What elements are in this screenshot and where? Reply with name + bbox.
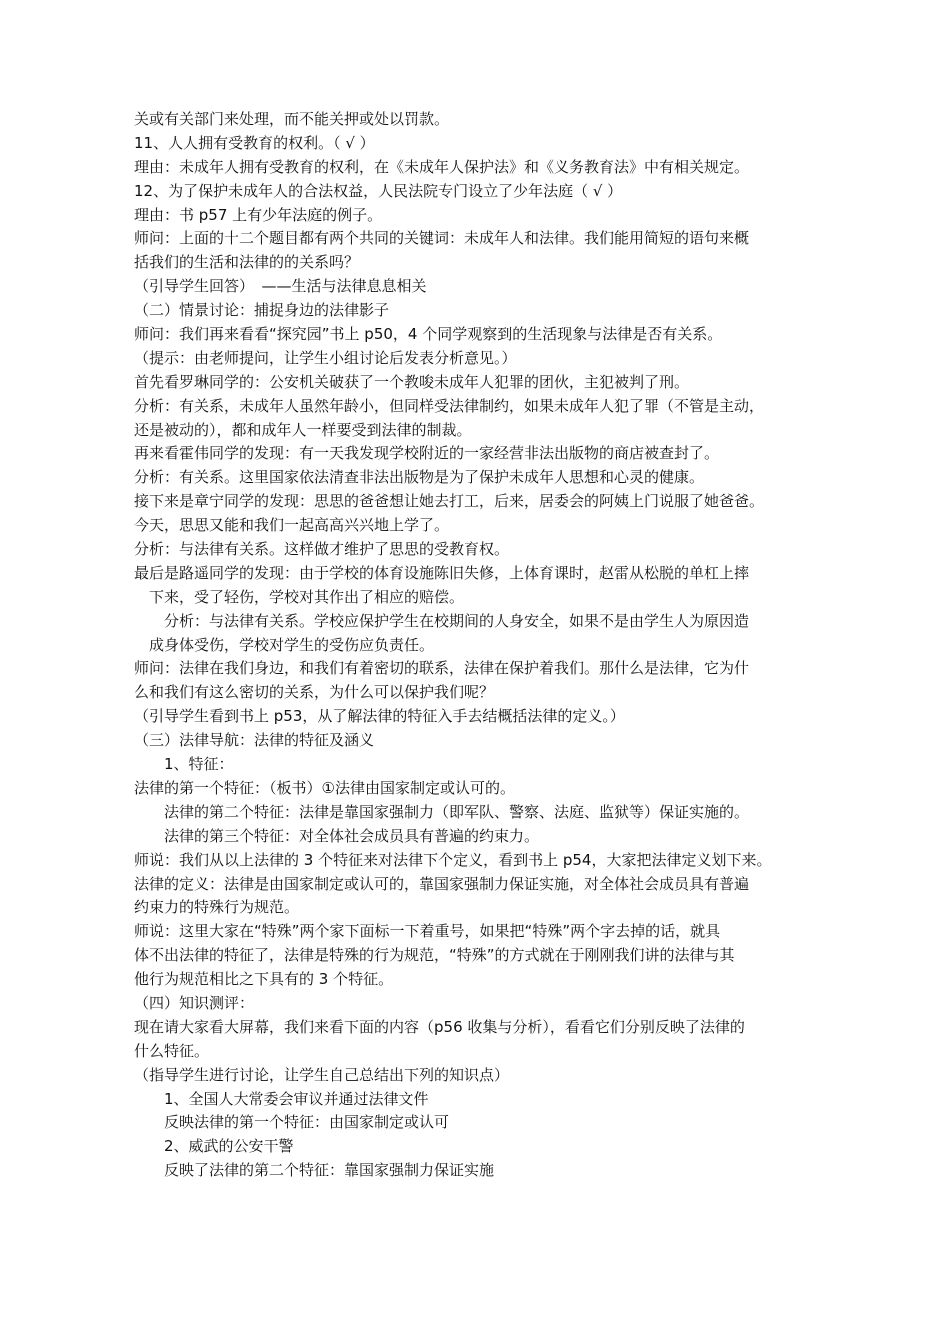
text-line: 什么特征。 <box>134 1041 210 1060</box>
text-line: 关或有关部门来处理，而不能关押或处以罚款。 <box>134 110 450 128</box>
text-line: （提示：由老师提问，让学生小组讨论后发表分析意见。） <box>134 348 517 367</box>
text-line: 理由：未成年人拥有受教育的权利，在《未成年人保护法》和《义务教育法》中有相关规定。 <box>134 157 750 176</box>
text-line: 师问：我们再来看看“探究园”书上 p50，4 个同学观察到的生活现象与法律是否有关系。 <box>134 325 723 344</box>
text-line: （引导学生回答） ——生活与法律息息相关 <box>134 277 427 296</box>
text-line: 理由：书 p57 上有少年法庭的例子。 <box>134 205 383 224</box>
text-line: 法律的第二个特征：法律是靠国家强制力（即军队、警察、法庭、监狱等）保证实施的。 <box>164 802 750 821</box>
text-line: 接下来是章宁同学的发现：思思的爸爸想让她去打工，后来，居委会的阿姨上门说服了她爸爸。 <box>134 492 765 511</box>
text-line: 11、人人拥有受教育的权利。（ √ ） <box>134 133 375 152</box>
text-line: 分析：与法律有关系。这样做才维护了思思的受教育权。 <box>134 540 510 559</box>
text-line: （四）知识测评： <box>134 993 255 1012</box>
text-line: 下来，受了轻伤，学校对其作出了相应的赔偿。 <box>149 587 465 606</box>
text-line: 现在请大家看大屏幕，我们来看下面的内容（p56 收集与分析），看看它们分别反映了法律的 <box>134 1017 745 1036</box>
text-line: 师问：法律在我们身边，和我们有着密切的联系，法律在保护着我们。那什么是法律，它为什 <box>134 659 750 678</box>
text-line: 还是被动的），都和成年人一样要受到法律的制裁。 <box>134 420 472 439</box>
text-line: 法律的第一个特征：（板书）①法律由国家制定或认可的。 <box>134 778 515 797</box>
text-line: 反映了法律的第二个特征：靠国家强制力保证实施 <box>164 1161 495 1180</box>
text-line: 他行为规范相比之下具有的 3 个特征。 <box>134 970 394 989</box>
text-line: 再来看霍伟同学的发现：有一天我发现学校附近的一家经营非法出版物的商店被查封了。 <box>134 444 720 463</box>
text-line: 师说：这里大家在“特殊”两个家下面标一下着重号，如果把“特殊”两个字去掉的话，就具 <box>134 922 721 941</box>
text-line: 约束力的特殊行为规范。 <box>134 898 300 917</box>
text-line: 分析：有关系。这里国家依法清查非法出版物是为了保护未成年人思想和心灵的健康。 <box>134 468 705 487</box>
text-line: 师说：我们从以上法律的 3 个特征来对法律下个定义，看到书上 p54，大家把法律定义划下来。 <box>134 850 772 869</box>
document-page <box>134 108 834 1183</box>
text-line: 1、特征： <box>164 755 234 774</box>
text-line: 么和我们有这么密切的关系，为什么可以保护我们呢？ <box>134 683 495 702</box>
text-line: 1、全国人大常委会审议并通过法律文件 <box>164 1089 429 1108</box>
text-line: 分析：有关系，未成年人虽然年龄小，但同样受法律制约，如果未成年人犯了罪（不管是主动， <box>134 396 765 415</box>
text-line: 成身体受伤，学校对学生的受伤应负责任。 <box>149 635 435 654</box>
text-line: 括我们的生活和法律的的关系吗？ <box>134 253 360 272</box>
text-line: （引导学生看到书上 p53，从了解法律的特征入手去结概括法律的定义。） <box>134 707 625 726</box>
text-line: 最后是路遥同学的发现：由于学校的体育设施陈旧失修，上体育课时，赵雷从松脱的单杠上摔 <box>134 563 750 582</box>
text-line: 首先看罗琳同学的：公安机关破获了一个教唆未成年人犯罪的团伙，主犯被判了刑。 <box>134 372 690 391</box>
text-line: 反映法律的第一个特征：由国家制定或认可 <box>164 1113 450 1132</box>
text-line: 分析：与法律有关系。学校应保护学生在校期间的人身安全，如果不是由学生人为原因造 <box>164 611 750 630</box>
text-line: （三）法律导航：法律的特征及涵义 <box>134 731 375 750</box>
text-line: 2、威武的公安干警 <box>164 1137 294 1156</box>
text-line: 师问：上面的十二个题目都有两个共同的关键词：未成年人和法律。我们能用简短的语句来概 <box>134 229 750 248</box>
text-line: 今天，思思又能和我们一起高高兴兴地上学了。 <box>134 516 450 535</box>
text-line: 12、为了保护未成年人的合法权益，人民法院专门设立了少年法庭（ √ ） <box>134 181 623 200</box>
text-line: 体不出法律的特征了，法律是特殊的行为规范，“特殊”的方式就在于刚刚我们讲的法律与其 <box>134 946 735 965</box>
text-line: （指导学生进行讨论，让学生自己总结出下列的知识点） <box>134 1065 510 1084</box>
text-line: 法律的第三个特征：对全体社会成员具有普遍的约束力。 <box>164 826 540 845</box>
text-line: 法律的定义：法律是由国家制定或认可的，靠国家强制力保证实施，对全体社会成员具有普遍 <box>134 874 750 893</box>
text-line: （二）情景讨论：捕捉身边的法律影子 <box>134 301 390 320</box>
